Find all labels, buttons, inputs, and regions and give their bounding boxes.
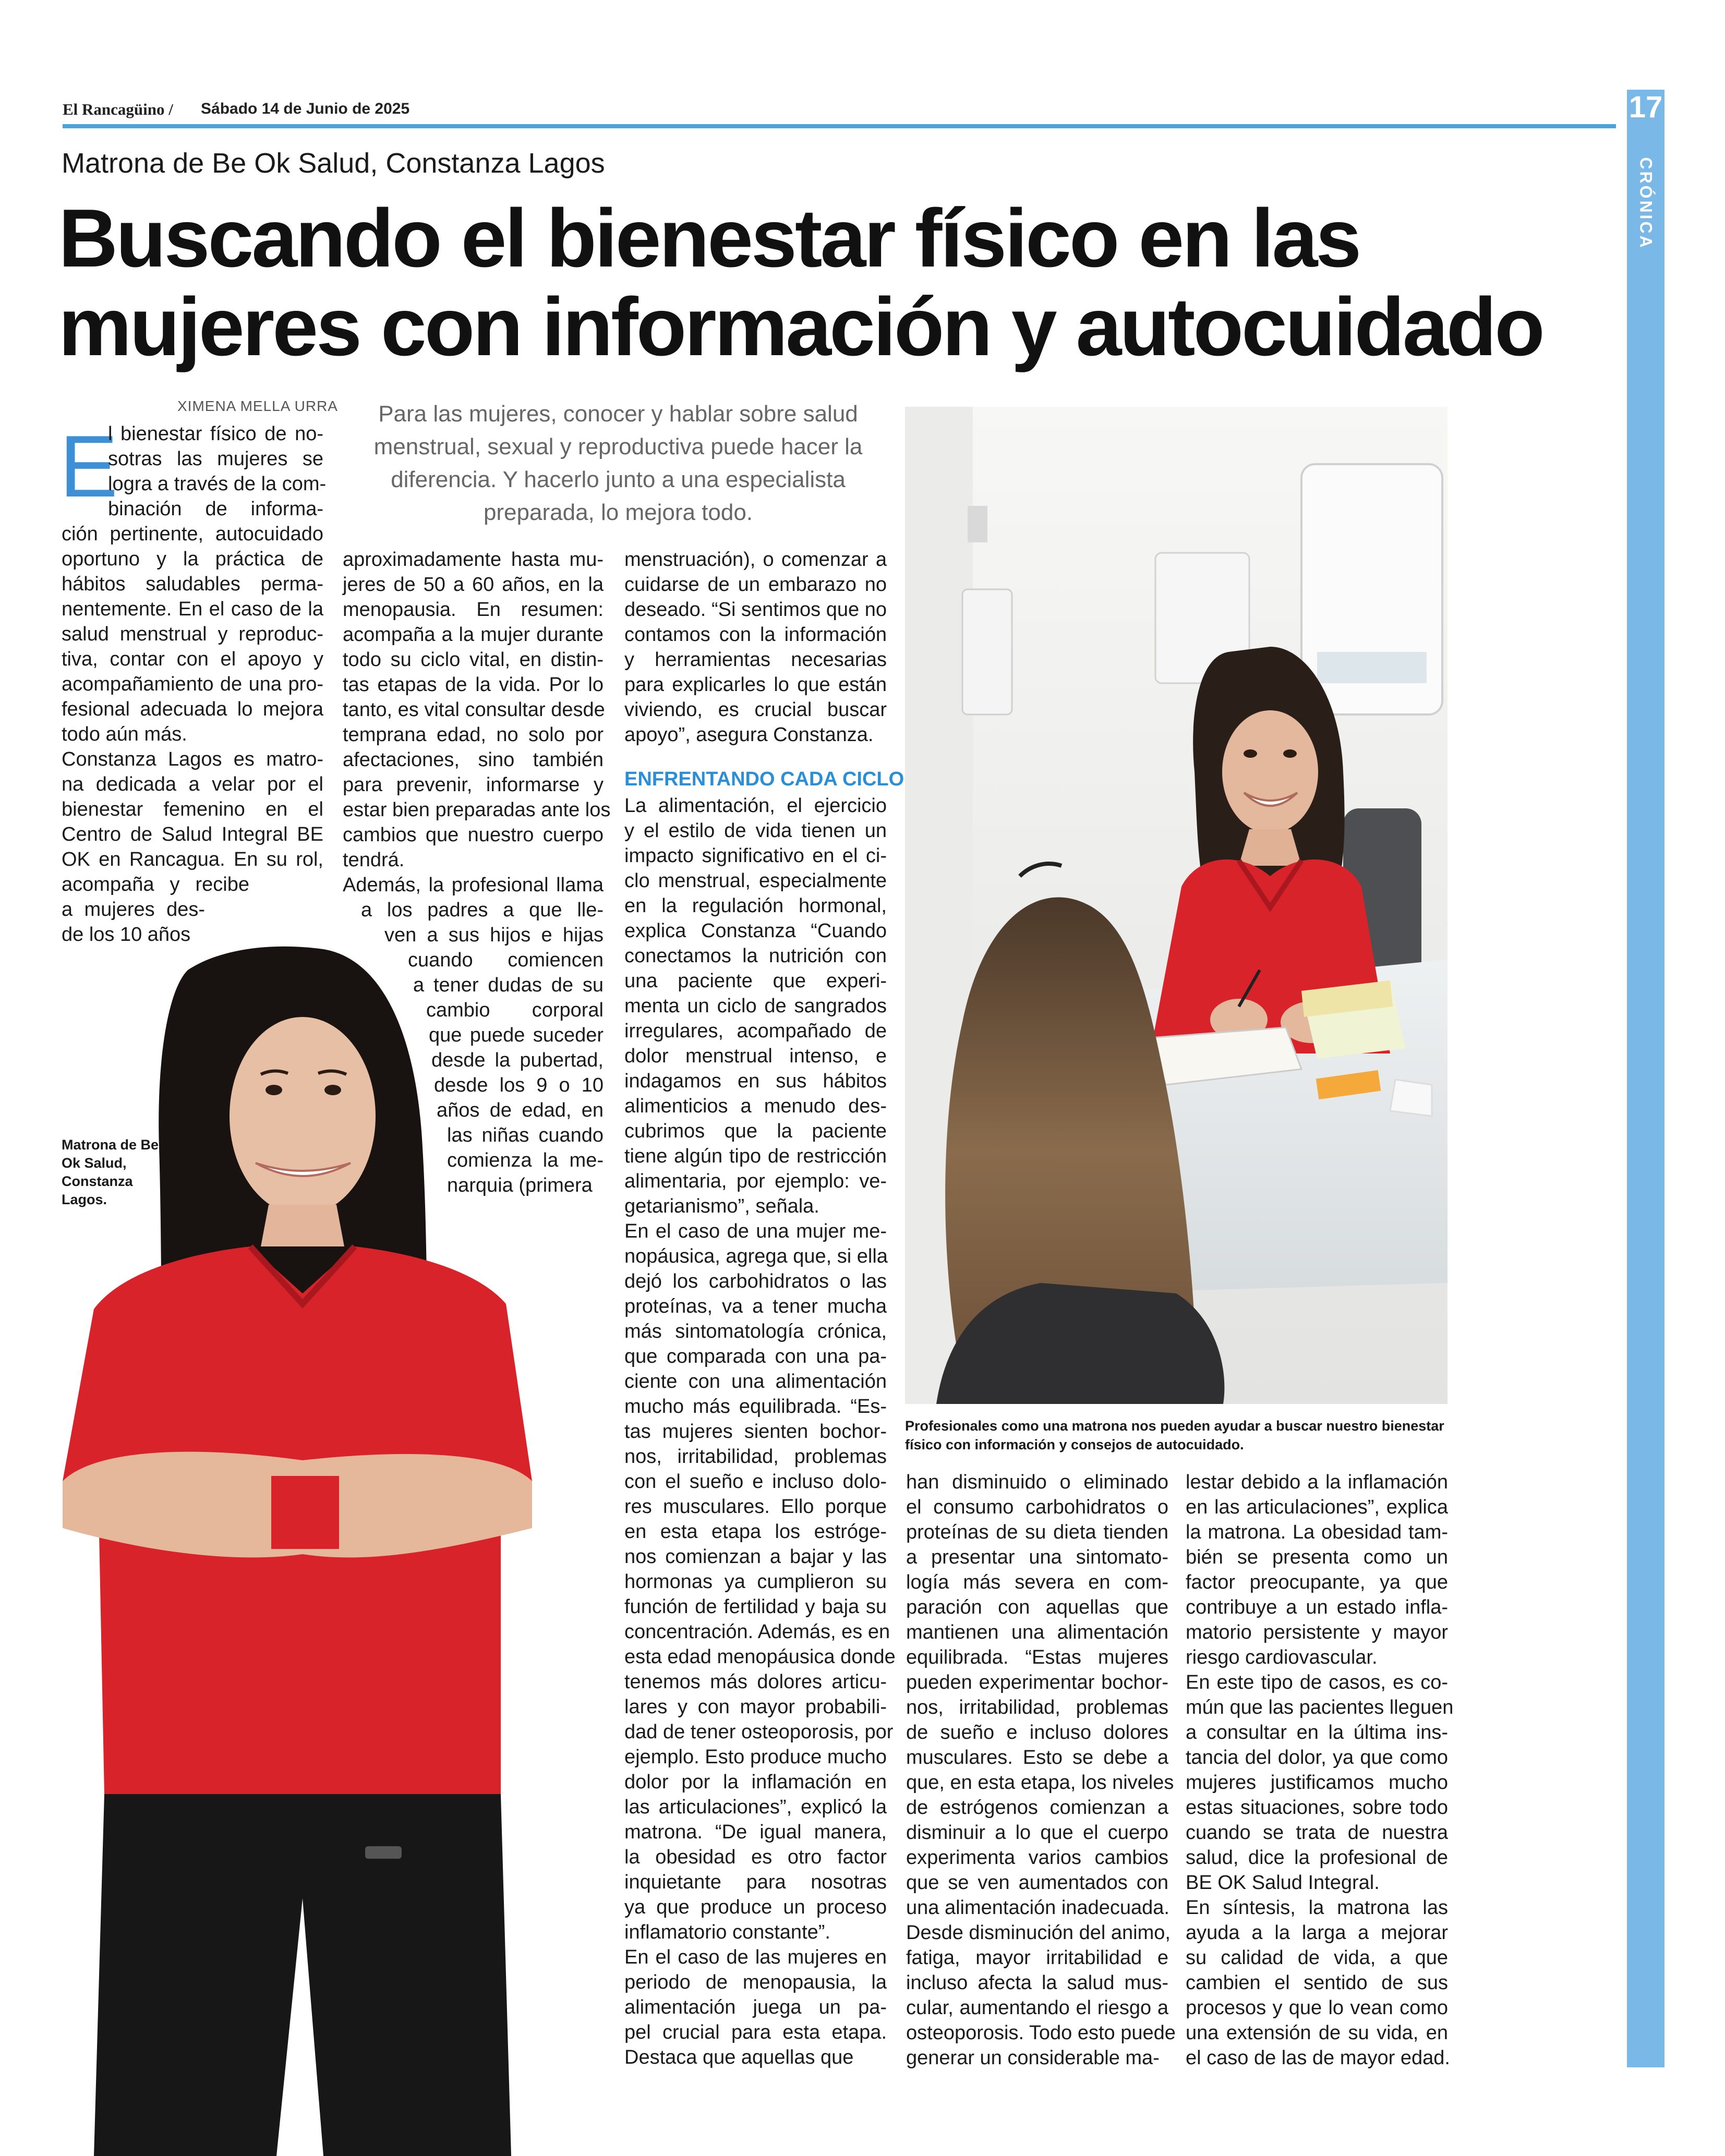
column-2-line: desde los 9 o 10	[434, 1074, 604, 1096]
column-2-line: a tener dudas de su	[413, 974, 604, 996]
column-3-line: inflamatorio constante”.	[624, 1921, 830, 1943]
column-3-top-line: cuidarse de un embarazo no	[624, 574, 887, 596]
column-3-line: menta un ciclo de sangrados	[624, 995, 887, 1017]
column-4-line: generar un considerable ma-	[906, 2047, 1160, 2069]
column-5-line: una extensión de su vida, en	[1186, 2022, 1448, 2044]
column-1-line: Centro de Salud Integral BE	[62, 823, 323, 845]
column-2-line: todo su ciclo vital, en distin-	[343, 649, 604, 671]
column-3-line: inquietante para nosotras	[624, 1871, 887, 1893]
column-3-line: pel crucial para esta etapa.	[624, 2021, 887, 2043]
column-4-line: paración con aquellas que	[906, 1596, 1168, 1618]
column-4-line: osteoporosis. Todo esto puede	[906, 2022, 1176, 2044]
column-2-line: años de edad, en	[437, 1099, 604, 1121]
column-3-top-line: y herramientas necesarias	[624, 649, 887, 671]
column-5-line: matorio persistente y mayor	[1186, 1621, 1448, 1643]
column-3-line: y el estilo de vida tienen un	[624, 820, 887, 842]
headline-line-1: Buscando el bienestar físico en las	[58, 192, 1360, 284]
column-4-line: que se ven aumentados con	[906, 1872, 1168, 1894]
column-2-line: tendrá.	[343, 849, 405, 871]
column-5-line: En este tipo de casos, es co-	[1186, 1671, 1448, 1693]
column-5-line: salud, dice la profesional de	[1186, 1847, 1448, 1869]
column-5-line: mún que las pacientes lleguen	[1186, 1697, 1454, 1718]
column-4-line: proteínas de su dieta tienden	[906, 1521, 1168, 1543]
column-5-line: el caso de las de mayor edad.	[1186, 2047, 1450, 2069]
column-3-top-line: contamos con la información	[624, 624, 887, 646]
column-2-line: afectaciones, sino también	[343, 749, 604, 771]
column-3-line: matrona. “De igual manera,	[624, 1821, 887, 1843]
consultation-photo	[905, 407, 1447, 1404]
column-4-line: mantienen una alimentación	[906, 1621, 1168, 1643]
column-3-line: impacto significativo en el ci-	[624, 845, 887, 867]
column-3-line: proteínas, va a tener mucha	[624, 1295, 887, 1317]
column-3-line: función de fertilidad y baja su	[624, 1596, 887, 1618]
column-4	[906, 1470, 1176, 2070]
column-3-line: En el caso de una mujer me-	[624, 1220, 887, 1242]
column-2-line: las niñas cuando	[447, 1124, 604, 1146]
column-5-line: a consultar en la última ins-	[1186, 1722, 1448, 1743]
column-3-line: tenemos más dolores articu-	[624, 1671, 887, 1693]
column-1-line: hábitos saludables perma-	[62, 573, 323, 595]
column-1-line: de los 10 años	[62, 924, 191, 946]
column-4-line: logía más severa en com-	[906, 1571, 1168, 1593]
column-4-line: disminuir a lo que el cuerpo	[906, 1822, 1168, 1844]
column-5-line: la matrona. La obesidad tam-	[1186, 1521, 1448, 1543]
column-3-line: ciente con una alimentación	[624, 1371, 887, 1392]
column-2-line: narquia (primera	[447, 1174, 593, 1196]
column-3-top-line: apoyo”, asegura Constanza.	[624, 724, 874, 746]
column-2-line: a los padres a que lle-	[361, 899, 604, 921]
drop-cap: E	[59, 417, 118, 515]
column-3-line: periodo de menopausia, la	[624, 1971, 887, 1993]
column-5-line: cambien el sentido de sus	[1186, 1972, 1448, 1994]
column-3-line: más sintomatología crónica,	[624, 1321, 887, 1342]
column-3-top	[624, 547, 887, 747]
column-3-line: tas mujeres sienten bochor-	[624, 1421, 887, 1443]
column-4-line: cular, aumentando el riesgo a	[906, 1997, 1168, 2019]
column-1-line: todo aún más.	[62, 723, 187, 745]
column-5-line: en las articulaciones”, explica	[1186, 1496, 1448, 1518]
column-3-line: ejemplo. Esto produce mucho	[624, 1746, 887, 1768]
column-3-line: dejó los carbohidratos o las	[624, 1270, 887, 1292]
headline-line-2: mujeres con información y autocuidado	[58, 281, 1543, 373]
column-1-indented-line: binación de informa-	[108, 498, 323, 520]
column-3-line: alimentación juega un pa-	[624, 1996, 887, 2018]
consultation-caption: Profesionales como una matrona nos pueden ayudar a buscar nuestro bienestar físico con información y consejos de autocuidado.	[905, 1418, 1444, 1452]
column-3-top-line: para explicarles lo que están	[624, 674, 887, 696]
column-5-line: tancia del dolor, ya que como	[1186, 1747, 1448, 1769]
column-3-line: alimenticios a menudo des-	[624, 1095, 887, 1117]
column-3-line: tiene algún tipo de restricción	[624, 1145, 887, 1167]
column-4-line: experimenta varios cambios	[906, 1847, 1168, 1869]
column-5-line: BE OK Salud Integral.	[1186, 1872, 1380, 1894]
column-4-line: incluso afecta la salud mus-	[906, 1972, 1168, 1994]
column-1-line: acompañamiento de una pro-	[62, 673, 323, 695]
byline: XIMENA MELLA URRA	[177, 398, 338, 414]
column-3-line: ya que produce un proceso	[624, 1896, 887, 1918]
column-2-line: que puede suceder	[429, 1024, 604, 1046]
column-3-line: las articulaciones”, explicó la	[624, 1796, 887, 1818]
column-3-line: lares y con mayor probabili-	[624, 1696, 887, 1718]
column-3-line: En el caso de las mujeres en	[624, 1946, 887, 1968]
column-3-line: La alimentación, el ejercicio	[624, 795, 887, 817]
column-5-line: En síntesis, la matrona las	[1186, 1897, 1448, 1919]
column-3	[624, 793, 896, 2070]
column-3-line: nos, irritabilidad, problemas	[624, 1446, 887, 1468]
column-3-line: Destaca que aquellas que	[624, 2046, 854, 2068]
column-1-line: oportuno y la práctica de	[62, 548, 323, 570]
column-5-line: mujeres justificamos mucho	[1186, 1772, 1448, 1794]
column-1-indented-line: sotras las mujeres se	[108, 448, 323, 470]
column-2-line: tas etapas de la vida. Por lo	[343, 674, 604, 696]
column-4-line: equilibrada. “Estas mujeres	[906, 1646, 1168, 1668]
column-3-line: en esta etapa los estróge-	[624, 1521, 887, 1543]
column-4-line: han disminuido o eliminado	[906, 1471, 1168, 1493]
column-4-line: pueden experimentar bochor-	[906, 1671, 1168, 1693]
column-2-line: jeres de 50 a 60 años, en la	[343, 574, 604, 596]
column-3-line: irregulares, acompañado de	[624, 1020, 887, 1042]
portrait-photo	[31, 907, 574, 2156]
column-3-top-line: menstruación), o comenzar a	[624, 549, 887, 571]
column-1-line: OK en Rancagua. En su rol,	[62, 849, 323, 870]
column-3-line: mucho más equilibrada. “Es-	[624, 1396, 887, 1418]
column-1-line: a mujeres des-	[62, 899, 205, 920]
column-2-line: cambios que nuestro cuerpo	[343, 824, 604, 846]
column-4-line: a presentar una sintomato-	[906, 1546, 1168, 1568]
column-3-line: res musculares. Ello porque	[624, 1496, 887, 1518]
column-4-line: musculares. Esto se debe a	[906, 1747, 1168, 1769]
column-4-line: una alimentación inadecuada.	[906, 1897, 1169, 1919]
column-3-line: cubrimos que la paciente	[624, 1120, 887, 1142]
column-5-line: estas situaciones, sobre todo	[1186, 1797, 1448, 1819]
column-5-line: riesgo cardiovascular.	[1186, 1646, 1378, 1668]
column-5-line: su calidad de vida, a que	[1186, 1947, 1448, 1969]
section-subhead: ENFRENTANDO CADA CICLO	[624, 768, 904, 790]
article-kicker: Matrona de Be Ok Salud, Constanza Lagos	[62, 148, 605, 179]
column-2-line: comienza la me-	[447, 1149, 604, 1171]
column-2-line: temprana edad, no solo por	[343, 724, 604, 746]
section-label-text: CRÓNICA	[1636, 157, 1656, 250]
article-headline	[58, 194, 1613, 371]
column-1-line: acompaña y recibe	[62, 874, 249, 895]
column-2-line: Además, la profesional llama	[343, 874, 604, 896]
column-1-line: Constanza Lagos es matro-	[62, 748, 323, 770]
column-4-line: el consumo carbohidratos o	[906, 1496, 1168, 1518]
column-3-line: alimentaria, por ejemplo: ve-	[624, 1170, 887, 1192]
column-1-line: ción pertinente, autocuidado	[62, 523, 323, 545]
column-1-indented	[108, 421, 327, 522]
column-5-line: lestar debido a la inflamación	[1186, 1471, 1448, 1493]
column-3-line: una paciente que experi-	[624, 970, 887, 992]
column-4-line: nos, irritabilidad, problemas	[906, 1697, 1168, 1718]
column-1-line: nentemente. En el caso de la	[62, 598, 323, 620]
column-3-line: dad de tener osteoporosis, por	[624, 1721, 894, 1743]
column-3-line: la obesidad es otro factor	[624, 1846, 887, 1868]
column-1-line: salud menstrual y reproduc-	[62, 623, 323, 645]
column-5-line: contribuye a un estado infla-	[1186, 1596, 1448, 1618]
column-3-line: dolor menstrual intenso, e	[624, 1045, 887, 1067]
column-3-line: explica Constanza “Cuando	[624, 920, 887, 942]
section-label	[1627, 156, 1664, 250]
column-1	[62, 522, 323, 947]
column-4-line: que, en esta etapa, los niveles	[906, 1772, 1174, 1794]
column-2-line: estar bien preparadas ante los	[343, 799, 611, 821]
column-2-line: ven a sus hijos e hijas	[384, 924, 604, 946]
article-deck: Para las mujeres, conocer y hablar sobre salud menstrual, sexual y reproductiva puede hacer la diferencia. Y hacerlo junto a una especialista preparada, lo mejora todo.	[373, 401, 863, 525]
column-4-line: de estrógenos comienzan a	[906, 1797, 1168, 1819]
column-3-line: esta edad menopáusica donde	[624, 1646, 896, 1668]
portrait-caption: Matrona de Be Ok Salud, Constanza Lagos.	[62, 1137, 159, 1207]
column-2-line: menopausia. En resumen:	[343, 599, 604, 621]
column-3-line: que comparada con una pa-	[624, 1346, 887, 1367]
column-3-line: nos comienzan a bajar y las	[624, 1546, 887, 1568]
column-4-line: Desde disminución del animo,	[906, 1922, 1171, 1944]
column-2-line: cuando comiencen	[408, 949, 604, 971]
column-2-line: aproximadamente hasta mu-	[343, 549, 604, 571]
masthead-paper-name: El Rancagüino /	[63, 100, 173, 118]
column-3-line: concentración. Además, es en	[624, 1621, 890, 1643]
page-number: 17	[1629, 90, 1663, 124]
column-1-line: fesional adecuada lo mejora	[62, 698, 323, 720]
column-2-line: para prevenir, informarse y	[343, 774, 604, 796]
column-1-line: tiva, contar con el apoyo y	[62, 648, 323, 670]
column-2-line: desde la pubertad,	[431, 1049, 604, 1071]
column-3-line: nopáusica, agrega que, si ella	[624, 1245, 888, 1267]
column-5-line: cuando se trata de nuestra	[1186, 1822, 1448, 1844]
column-3-line: clo menstrual, especialmente	[624, 870, 887, 892]
masthead-date: Sábado 14 de Junio de 2025	[201, 100, 410, 117]
column-4-line: de sueño e incluso dolores	[906, 1722, 1168, 1743]
column-3-line: indagamos en sus hábitos	[624, 1070, 887, 1092]
column-3-line: conectamos la nutrición con	[624, 945, 887, 967]
column-3-line: hormonas ya cumplieron su	[624, 1571, 887, 1593]
column-4-line: fatiga, mayor irritabilidad e	[906, 1947, 1168, 1969]
column-5-line: procesos y que lo vean como	[1186, 1997, 1448, 2019]
column-3-line: con el sueño e incluso dolo-	[624, 1471, 887, 1493]
section-sidebar	[1627, 90, 1664, 2067]
column-2-line: cambio corporal	[426, 999, 604, 1021]
column-5	[1186, 1470, 1454, 2070]
column-5-line: factor preocupante, ya que	[1186, 1571, 1448, 1593]
column-1-line: na dedicada a velar por el	[62, 773, 323, 795]
column-3-top-line: viviendo, es crucial buscar	[624, 699, 887, 721]
column-5-line: bién se presenta como un	[1186, 1546, 1448, 1568]
column-5-line: ayuda a la larga a mejorar	[1186, 1922, 1448, 1944]
column-1-indented-line: logra a través de la com-	[108, 473, 327, 495]
top-rule	[63, 124, 1616, 128]
column-1-line: bienestar femenino en el	[62, 798, 323, 820]
column-3-line: dolor por la inflamación en	[624, 1771, 887, 1793]
column-3-line: en la regulación hormonal,	[624, 895, 887, 917]
column-1-indented-line: l bienestar físico de no-	[108, 423, 323, 445]
column-3-top-line: deseado. “Si sentimos que no	[624, 599, 887, 621]
column-2-line: acompaña a la mujer durante	[343, 624, 604, 646]
column-2-line: tanto, es vital consultar desde	[343, 699, 605, 721]
column-3-line: getarianismo”, señala.	[624, 1195, 819, 1217]
